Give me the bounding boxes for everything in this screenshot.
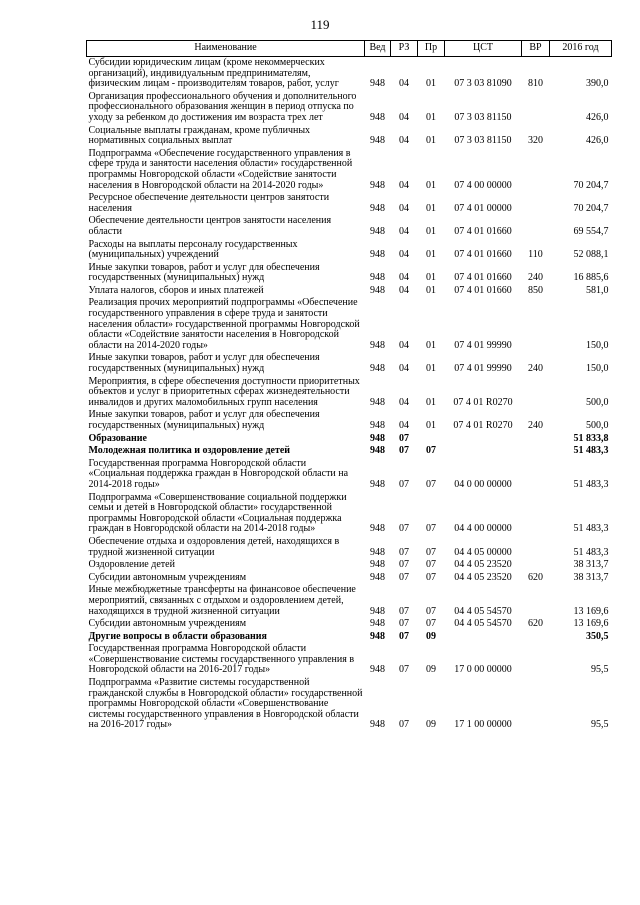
row-ved: 948 [370, 339, 385, 351]
row-rz: 07 [399, 630, 409, 642]
row-cst: 04 4 05 54570 [454, 618, 512, 630]
table-row [87, 458, 612, 492]
row-amount: 69 554,7 [573, 225, 609, 237]
header-vr: ВР [522, 41, 550, 57]
header-cst: ЦСТ [445, 41, 522, 57]
row-name: Иные закупки товаров, работ и услуг для обеспечения государственных (муниципальных) нужд [88, 352, 320, 375]
row-amount: 500,0 [586, 396, 609, 408]
row-amount: 51 483,3 [573, 445, 609, 457]
row-vr: 240 [528, 420, 543, 431]
table-row [87, 643, 612, 677]
row-rz: 04 [399, 111, 409, 123]
row-amount: 95,5 [591, 664, 609, 676]
row-pr: 07 [426, 546, 436, 558]
row-amount: 16 885,6 [573, 272, 609, 284]
budget-table [86, 40, 612, 732]
row-amount: 581,0 [586, 284, 609, 296]
table-row [87, 492, 612, 536]
row-name: Государственная программа Новгородской области «Совершенствование системы государственного управления в Новгородской области на 2016-2017 годы» [88, 643, 355, 676]
row-ved: 948 [370, 571, 385, 583]
row-amount: 350,5 [586, 630, 609, 642]
row-pr: 01 [426, 396, 436, 408]
row-name: Субсидии юридическим лицам (кроме некоммерческих организаций), индивидуальным предпринимателям, физическим лицам - производителям товаров, работ, услуг [88, 57, 339, 90]
row-amount: 70 204,7 [573, 202, 609, 214]
row-amount: 38 313,7 [573, 559, 609, 571]
table-row [87, 376, 612, 410]
row-name: Иные закупки товаров, работ и услуг для обеспечения государственных (муниципальных) нужд [88, 261, 320, 284]
table-row [87, 215, 612, 238]
row-name: Уплата налогов, сборов и иных платежей [88, 284, 264, 296]
row-name: Государственная программа Новгородской области «Социальная поддержка граждан в Новгородской области на 2014-2018 годы» [88, 457, 349, 490]
row-ved: 948 [370, 719, 385, 731]
row-vr [522, 445, 550, 458]
row-ved: 948 [370, 420, 385, 431]
row-ved: 948 [370, 249, 385, 261]
row-cst [445, 445, 522, 458]
row-cst: 07 4 00 00000 [454, 179, 512, 191]
row-rz: 04 [399, 249, 409, 261]
table-row [87, 584, 612, 618]
row-vr [522, 148, 550, 192]
table-row [87, 433, 612, 446]
row-ved: 948 [370, 396, 385, 408]
row-rz: 07 [399, 445, 409, 457]
row-vr: 240 [528, 272, 543, 284]
row-pr: 09 [426, 664, 436, 676]
row-ved: 948 [370, 605, 385, 617]
row-name: Иные межбюджетные трансферты на финансовое обеспечение мероприятий, связанных с отдыхом и оздоровлением детей, находящихся в трудной жизненной ситуации [88, 584, 356, 617]
row-cst: 07 4 01 00000 [454, 202, 512, 214]
row-vr [522, 376, 550, 410]
row-vr [522, 492, 550, 536]
row-pr [418, 433, 445, 446]
row-pr: 01 [426, 339, 436, 351]
table-row [87, 572, 612, 585]
table-row [87, 536, 612, 559]
row-rz: 07 [399, 432, 409, 444]
row-ved: 948 [370, 111, 385, 123]
row-ved: 948 [370, 135, 385, 147]
row-name: Субсидии автономным учреждениям [88, 618, 247, 630]
row-cst: 04 4 00 00000 [454, 523, 512, 535]
table-row [87, 631, 612, 644]
row-rz: 04 [399, 420, 409, 431]
table-row [87, 91, 612, 125]
row-vr [522, 192, 550, 215]
header-amount: 2016 год [550, 41, 612, 57]
table-row [87, 57, 612, 91]
row-vr [522, 297, 550, 352]
row-pr: 07 [426, 478, 436, 490]
table-row [87, 445, 612, 458]
row-rz: 04 [399, 225, 409, 237]
row-rz: 04 [399, 363, 409, 375]
row-pr: 09 [426, 719, 436, 731]
table-row [87, 239, 612, 262]
table-row [87, 677, 612, 732]
row-cst [445, 631, 522, 644]
row-cst: 07 3 03 81150 [454, 135, 512, 147]
row-pr: 07 [426, 559, 436, 571]
row-name: Обеспечение деятельности центров занятости населения области [88, 215, 332, 237]
row-amount: 390,0 [586, 78, 609, 90]
row-pr: 01 [426, 272, 436, 284]
row-cst: 07 3 03 81090 [454, 78, 512, 90]
row-amount: 150,0 [586, 339, 609, 351]
row-vr [522, 91, 550, 125]
row-amount: 13 169,6 [573, 618, 609, 630]
row-cst: 07 4 01 01660 [454, 284, 512, 296]
row-name: Мероприятия, в сфере обеспечения доступности приоритетных объектов и услуг в приоритетных сферах жизнедеятельности инвалидов и других маломобильных групп населения [88, 375, 360, 408]
row-pr: 01 [426, 78, 436, 90]
row-name: Подпрограмма «Обеспечение государственного управления в сфере труда и занятости населения области» государственной программы Новгородской области «Содействие занятости населения в Новгородской области на 2014-2020 годы» [88, 147, 353, 191]
row-vr: 850 [528, 284, 543, 296]
row-amount: 426,0 [586, 111, 609, 123]
row-ved: 948 [370, 272, 385, 284]
row-ved: 948 [370, 363, 385, 375]
row-name: Социальные выплаты гражданам, кроме публичных нормативных социальных выплат [88, 124, 311, 147]
row-amount: 70 204,7 [573, 179, 609, 191]
row-ved: 948 [370, 559, 385, 571]
table-row [87, 148, 612, 192]
table-row [87, 285, 612, 298]
row-pr: 01 [426, 420, 436, 431]
row-rz: 04 [399, 396, 409, 408]
row-cst: 07 3 03 81150 [454, 111, 512, 123]
row-name: Расходы на выплаты персоналу государственных (муниципальных) учреждений [88, 238, 298, 261]
table-row [87, 192, 612, 215]
row-name: Реализация прочих мероприятий подпрограммы «Обеспечение государственного управления в сфере труда и занятости населения области» государственной программы Новгородской области «Содействие занятости населения в Новгородской области на 2014-2020 годы» [88, 297, 360, 351]
row-vr [522, 215, 550, 238]
row-amount: 51 833,8 [573, 432, 609, 444]
row-cst: 04 4 05 54570 [454, 605, 512, 617]
row-cst: 17 0 00 00000 [454, 664, 512, 676]
row-rz: 07 [399, 546, 409, 558]
row-ved: 948 [370, 523, 385, 535]
table-header-row [87, 41, 612, 57]
row-ved: 948 [370, 546, 385, 558]
row-ved: 948 [370, 432, 385, 444]
row-cst: 07 4 01 01660 [454, 225, 512, 237]
row-vr [522, 559, 550, 572]
row-amount: 500,0 [586, 420, 609, 431]
table-row [87, 262, 612, 285]
row-pr: 07 [426, 618, 436, 630]
row-vr: 620 [528, 618, 543, 630]
row-amount: 51 483,3 [573, 546, 609, 558]
row-amount: 95,5 [591, 719, 609, 731]
row-ved: 948 [370, 664, 385, 676]
row-cst: 07 4 01 99990 [454, 363, 512, 375]
row-ved: 948 [370, 78, 385, 90]
row-vr: 320 [528, 135, 543, 147]
row-cst: 07 4 01 01660 [454, 272, 512, 284]
row-pr: 01 [426, 202, 436, 214]
row-vr: 620 [528, 571, 543, 583]
row-vr [522, 536, 550, 559]
row-pr: 01 [426, 225, 436, 237]
row-cst: 07 4 01 99990 [454, 339, 512, 351]
row-pr: 01 [426, 111, 436, 123]
table-row [87, 125, 612, 148]
row-pr: 01 [426, 179, 436, 191]
row-pr: 07 [426, 445, 436, 457]
row-cst: 04 4 05 23520 [454, 559, 512, 571]
table-row [87, 409, 612, 432]
page-number: 119 [310, 17, 330, 32]
row-ved: 948 [370, 179, 385, 191]
row-cst: 04 4 05 00000 [454, 546, 512, 558]
row-rz: 04 [399, 179, 409, 191]
row-cst: 17 1 00 00000 [454, 719, 512, 731]
row-name: Организация профессионального обучения и дополнительного профессионального образования женщин в период отпуска по уходу за ребенком до достижения им возраста трех лет [88, 90, 357, 123]
row-ved: 948 [370, 445, 385, 457]
row-name: Иные закупки товаров, работ и услуг для обеспечения государственных (муниципальных) нужд [88, 409, 320, 431]
row-rz: 04 [399, 284, 409, 296]
row-vr: 240 [528, 363, 543, 375]
row-ved: 948 [370, 478, 385, 490]
table-row [87, 352, 612, 375]
row-name: Подпрограмма «Развитие системы государственной гражданской службы в Новгородской области» государственной программы Новгородской области «Совершенствование системы государственного управления в Новгородской области на 2016-2017 годы» [88, 677, 363, 731]
table-row [87, 559, 612, 572]
row-pr: 07 [426, 571, 436, 583]
row-vr: 810 [528, 78, 543, 90]
row-name: Другие вопросы в области образования [88, 630, 267, 642]
row-vr [522, 458, 550, 492]
row-rz: 04 [399, 272, 409, 284]
row-rz: 07 [399, 618, 409, 630]
row-rz: 07 [399, 559, 409, 571]
row-rz: 07 [399, 571, 409, 583]
row-cst: 07 4 01 01660 [454, 249, 512, 261]
row-rz: 07 [399, 664, 409, 676]
row-amount: 426,0 [586, 135, 609, 147]
row-pr: 09 [426, 630, 436, 642]
row-name: Оздоровление детей [88, 559, 175, 571]
row-ved: 948 [370, 225, 385, 237]
row-rz: 04 [399, 339, 409, 351]
header-name: Наименование [87, 41, 365, 57]
row-pr: 07 [426, 605, 436, 617]
row-amount: 51 483,3 [573, 478, 609, 490]
row-rz: 07 [399, 478, 409, 490]
row-cst: 04 4 05 23520 [454, 571, 512, 583]
table-row [87, 618, 612, 631]
row-amount: 52 088,1 [573, 249, 609, 261]
row-cst: 07 4 01 R0270 [453, 420, 513, 431]
row-rz: 07 [399, 605, 409, 617]
row-pr: 01 [426, 284, 436, 296]
row-ved: 948 [370, 284, 385, 296]
header-rz: РЗ [391, 41, 418, 57]
row-cst: 04 0 00 00000 [454, 478, 512, 490]
row-cst: 07 4 01 R0270 [453, 396, 513, 408]
header-pr: Пр [418, 41, 445, 57]
row-vr: 110 [528, 249, 543, 261]
row-rz: 07 [399, 719, 409, 731]
row-rz: 07 [399, 523, 409, 535]
row-vr [522, 677, 550, 732]
row-rz: 04 [399, 135, 409, 147]
row-amount: 13 169,6 [573, 605, 609, 617]
row-name: Молодежная политика и оздоровление детей [88, 445, 291, 457]
row-pr: 01 [426, 249, 436, 261]
row-pr: 01 [426, 135, 436, 147]
table-body [87, 57, 612, 733]
row-rz: 04 [399, 202, 409, 214]
row-pr: 01 [426, 363, 436, 375]
row-vr [522, 584, 550, 618]
row-name: Обеспечение отдыха и оздоровления детей, находящихся в трудной жизненной ситуации [88, 535, 340, 558]
header-ved: Вед [365, 41, 391, 57]
row-amount: 38 313,7 [573, 571, 609, 583]
row-pr: 07 [426, 523, 436, 535]
row-cst [445, 433, 522, 446]
row-amount: 51 483,3 [573, 523, 609, 535]
row-vr [522, 643, 550, 677]
row-name: Субсидии автономным учреждениям [88, 571, 247, 583]
row-ved: 948 [370, 630, 385, 642]
row-vr [522, 631, 550, 644]
row-name: Подпрограмма «Совершенствование социальной поддержки семьи и детей в Новгородской области» государственной программы Новгородской области «Социальная поддержка граждан в Новгородской области на 2014-2018 годы» [88, 491, 347, 535]
table-row [87, 297, 612, 352]
row-amount: 150,0 [586, 363, 609, 375]
row-name: Ресурсное обеспечение деятельности центров занятости населения [88, 192, 330, 214]
row-vr [522, 433, 550, 446]
row-ved: 948 [370, 202, 385, 214]
row-rz: 04 [399, 78, 409, 90]
row-name: Образование [88, 432, 147, 444]
row-ved: 948 [370, 618, 385, 630]
